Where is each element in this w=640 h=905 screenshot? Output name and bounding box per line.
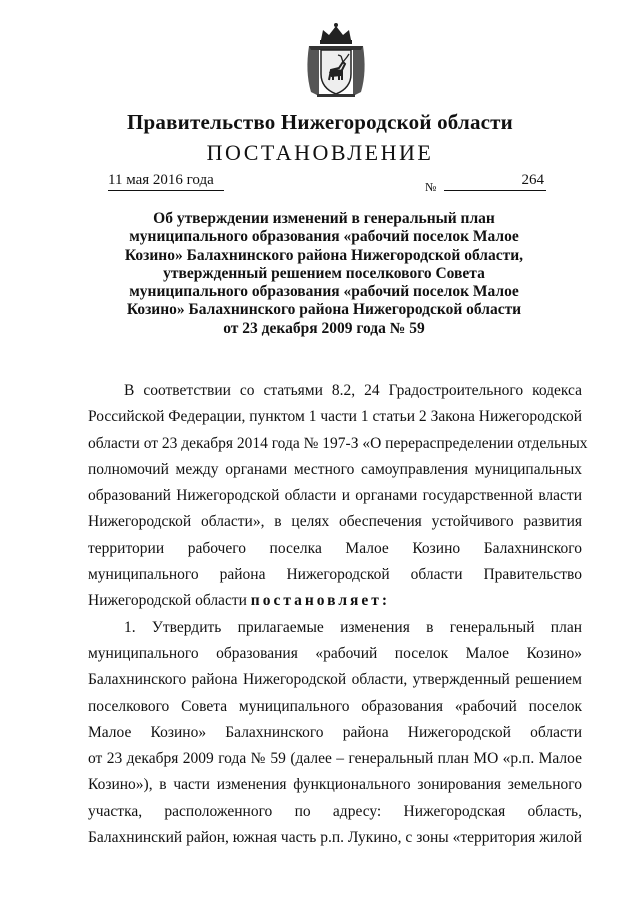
body-line-text: Нижегородской области [88, 592, 247, 610]
body-line: Балахнинский район, южная часть р.п. Лукино, с зоны «территория жилой [88, 829, 582, 847]
decree-word: постановляет: [250, 592, 391, 610]
body-line: поселкового Совета муниципального образования «рабочий поселок [88, 697, 582, 715]
body-line: муниципального образования «рабочий поселок Малое Козино» [88, 644, 582, 662]
document-body [88, 378, 588, 851]
subject-line: Козино» Балахнинского района Нижегородской области [126, 301, 522, 319]
organization-title: Правительство Нижегородской области [127, 110, 513, 134]
body-line: области от 23 декабря 2014 года № 197-З «О перераспределении отдельных [88, 434, 588, 452]
preamble-paragraph [88, 378, 588, 615]
document-type: ПОСТАНОВЛЕНИЕ [206, 140, 434, 165]
body-line: образований Нижегородской области и органами государственной власти [88, 487, 582, 505]
subject-line: от 23 декабря 2009 года № 59 [223, 319, 425, 337]
body-line: участка, расположенного по адресу: Нижегородская область, [88, 802, 582, 820]
coat-of-arms-icon [303, 22, 369, 100]
body-line: от 23 декабря 2009 года № 59 (далее – генеральный план МО «р.п. Малое [88, 750, 582, 768]
body-line: Малое Козино» Балахнинского района Нижегородской области [88, 723, 582, 741]
subject-line: утвержденный решением поселкового Совета [163, 264, 485, 282]
subject-line: Об утверждении изменений в генеральный план [153, 210, 495, 227]
body-line: 1. Утвердить прилагаемые изменения в генеральный план [124, 618, 582, 636]
document-subject [112, 210, 536, 338]
item-1-paragraph [88, 615, 582, 852]
body-line: Российской Федерации, пунктом 1 части 1 статьи 2 Закона Нижегородской [88, 408, 582, 426]
number-sign: № [425, 180, 437, 194]
body-line [88, 588, 582, 614]
body-line: Балахнинского района Нижегородской области, утвержденный решением [88, 671, 582, 689]
body-line: В соответствии со статьями 8.2, 24 Градостроительного кодекса [124, 382, 582, 399]
subject-line: муниципального образования «рабочий поселок Малое [129, 283, 519, 301]
body-line: полномочий между органами местного самоуправления муниципальных [88, 460, 582, 478]
document-number: 264 [444, 172, 546, 191]
subject-line: Козино» Балахнинского района Нижегородской области, [124, 246, 524, 264]
subject-line: муниципального образования «рабочий поселок Малое [129, 228, 519, 246]
document-date: 11 мая 2016 года [108, 172, 224, 191]
body-line: Козино»), в части изменения функционального зонирования земельного [88, 776, 582, 794]
body-line: территории рабочего поселка Малое Козино Балахнинского [88, 539, 582, 557]
body-line: Нижегородской области», в целях обеспечения устойчивого развития [88, 513, 582, 531]
body-line: муниципального района Нижегородской области Правительство [88, 566, 582, 584]
